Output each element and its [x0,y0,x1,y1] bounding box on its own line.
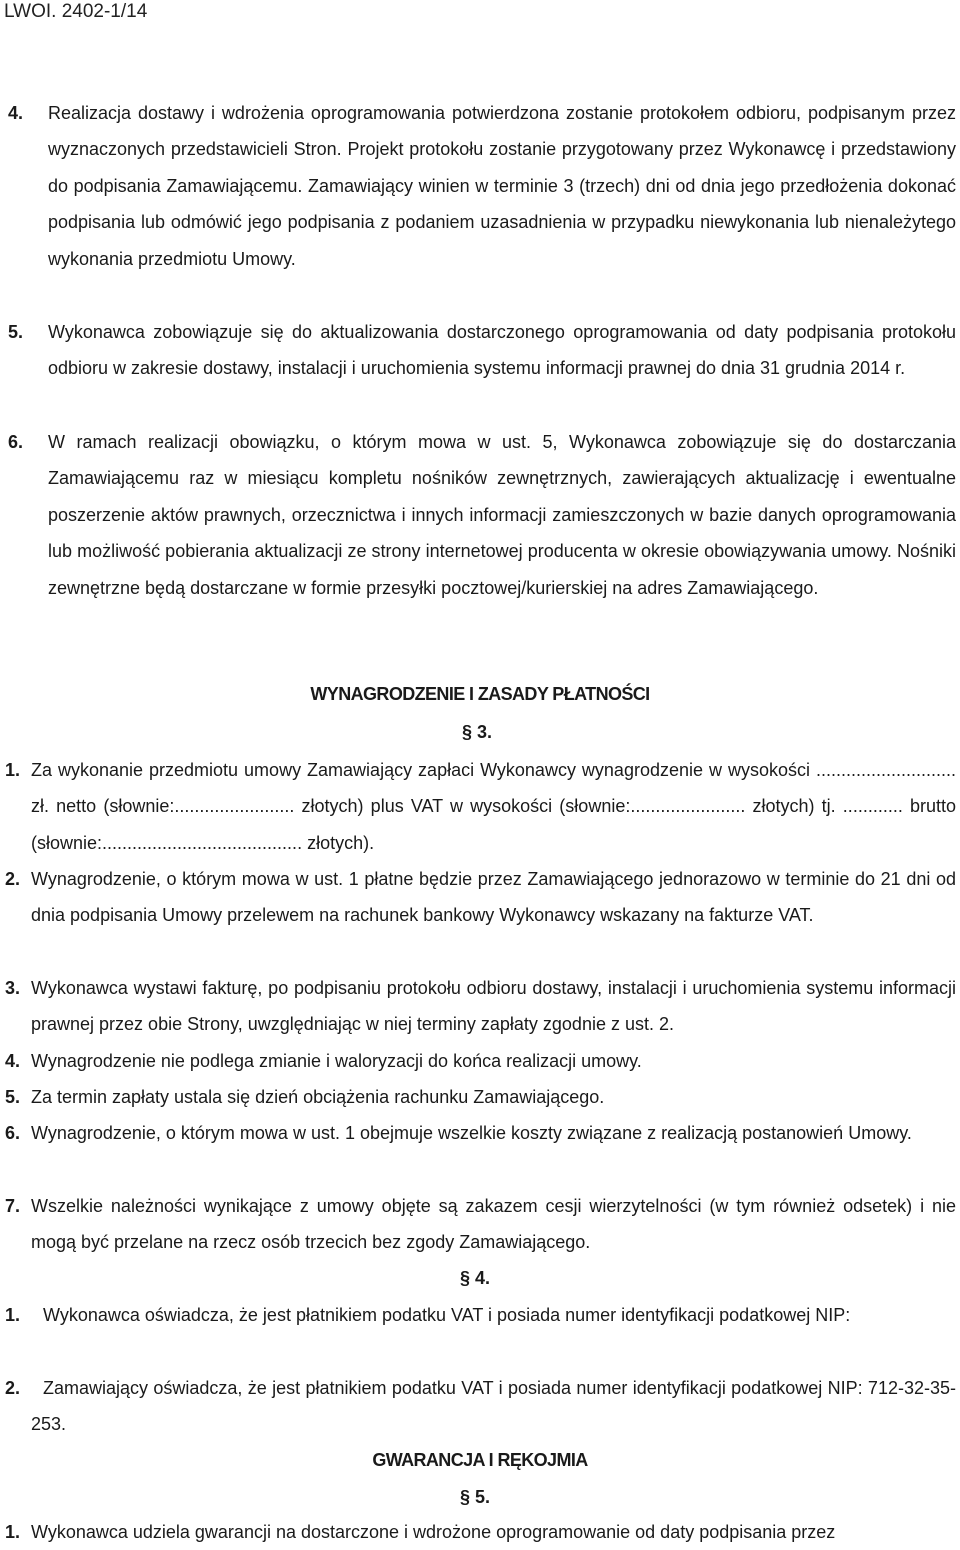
list-item [5,1370,956,1443]
section-number: § 4. [460,1268,491,1288]
item-number: 1. [5,760,21,780]
item-number: 3. [5,978,21,998]
section-heading-payment: WYNAGRODZENIE I ZASADY PŁATNOŚCI [310,684,650,704]
item-number: 4. [5,1051,21,1071]
document-header-code: LWOI. 2402-1/14 [4,1,148,22]
list-item [5,752,956,861]
item-number: 5. [5,1087,21,1107]
section-heading-warranty: GWARANCJA I RĘKOJMIA [372,1450,588,1470]
list-item [8,95,956,277]
item-text: Za wykonanie przedmiotu umowy Zamawiający zapłaci Wykonawcy wynagrodzenie w wysokości ............................ zł. netto (słownie:........................ złotych) plus VAT w wysokości (słownie:....................... złotych) tj. ............ brutto (słownie:........................................ złotych). [31,760,956,853]
item-text: Za termin zapłaty ustala się dzień obciążenia rachunku Zamawiającego. [31,1087,605,1107]
item-text: Zamawiający oświadcza, że jest płatnikiem podatku VAT i posiada numer identyfikacji podatkowej NIP: 712-32-35-253. [31,1378,956,1435]
item-number: 2. [5,869,21,889]
list-item [5,1297,956,1333]
item-text: Realizacja dostawy i wdrożenia oprogramowania potwierdzona zostanie protokołem odbioru, podpisanym przez wyznaczonych przedstawicieli Stron. Projekt protokołu zostanie przygotowany przez Wykonawcę i przedstawiony do podpisania Zamawiającemu. Zamawiający winien w terminie 3 (trzech) dni od dnia jego przedłożenia dokonać podpisania lub odmówić jego podpisania z podaniem uzasadnienia w przypadku niewykonania lub nienależytego wykonania przedmiotu Umowy. [48,103,956,269]
list-item [8,314,956,387]
item-number: 6. [8,432,24,452]
item-text: Wynagrodzenie nie podlega zmianie i waloryzacji do końca realizacji umowy. [31,1051,642,1071]
list-item [5,1043,956,1079]
item-text: W ramach realizacji obowiązku, o którym mowa w ust. 5, Wykonawca zobowiązuje się do dostarczania Zamawiającemu raz w miesiącu kompletu nośników zewnętrznych, zawierających aktualizację i ewentualne poszerzenie aktów prawnych, orzecznictwa i innych informacji zamieszczonych w bazie danych oprogramowania lub możliwość pobierania aktualizacji ze strony internetowej producenta w okresie obowiązywania umowy. Nośniki zewnętrzne będą dostarczane w formie przesyłki pocztowej/kurierskiej na adres Zamawiającego. [48,432,956,598]
section-number: § 5. [460,1487,491,1507]
item-text: Wykonawca oświadcza, że jest płatnikiem podatku VAT i posiada numer identyfikacji podatkowej NIP: [43,1305,851,1325]
section-number: § 3. [462,722,493,742]
item-number: 1. [5,1522,21,1542]
item-text: Wykonawca udziela gwarancji na dostarczone i wdrożone oprogramowanie od daty podpisania przez [31,1522,836,1542]
list-item [8,424,956,606]
item-text: Wykonawca wystawi fakturę, po podpisaniu protokołu odbioru dostawy, instalacji i uruchomienia systemu informacji prawnej przez obie Strony, uwzględniając w niej terminy zapłaty zgodnie z ust. 2. [31,978,956,1035]
item-text: Wynagrodzenie, o którym mowa w ust. 1 płatne będzie przez Zamawiającego jednorazowo w terminie do 21 dni od dnia podpisania Umowy przelewem na rachunek bankowy Wykonawcy wskazany na fakturze VAT. [31,869,956,926]
list-item [5,1115,956,1151]
item-number: 4. [8,103,24,123]
item-text: Wykonawca zobowiązuje się do aktualizowania dostarczonego oprogramowania od daty podpisania protokołu odbioru w zakresie dostawy, instalacji i uruchomienia systemu informacji prawnej do dnia 31 grudnia 2014 r. [48,322,956,379]
item-number: 2. [5,1378,21,1398]
list-item [5,1079,956,1115]
item-text: Wszelkie należności wynikające z umowy objęte są zakazem cesji wierzytelności (w tym również odsetek) i nie mogą być przelane na rzecz osób trzecich bez zgody Zamawiającego. [31,1196,956,1253]
item-number: 1. [5,1305,21,1325]
item-number: 5. [8,322,24,342]
list-item [5,970,956,1043]
list-item [5,1188,956,1261]
item-number: 7. [5,1196,21,1216]
item-number: 6. [5,1123,21,1143]
item-text: Wynagrodzenie, o którym mowa w ust. 1 obejmuje wszelkie koszty związane z realizacją postanowień Umowy. [31,1123,912,1143]
list-item [5,861,956,934]
list-item [5,1514,956,1550]
